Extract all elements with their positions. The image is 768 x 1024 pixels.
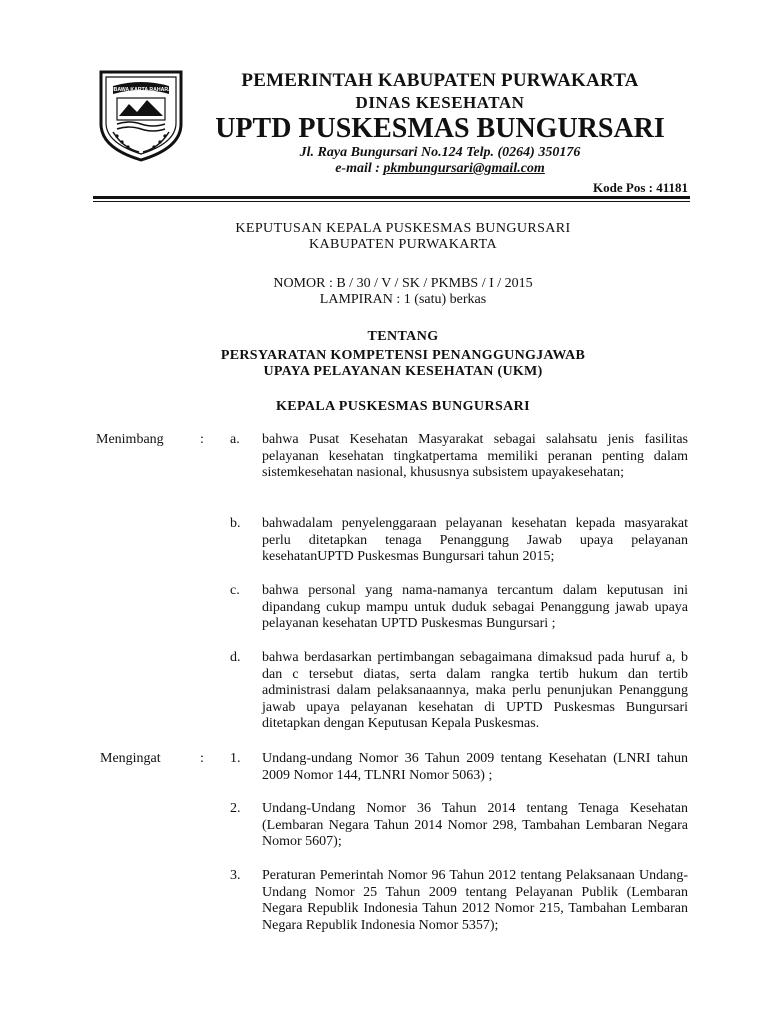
letterhead-divider-thick [93, 196, 690, 199]
list-item-text: Undang-undang Nomor 36 Tahun 2009 tentang Kesehatan (LNRI tahun 2009 Nomor 144, TLNRI Nomor 5063) ; [262, 751, 688, 783]
list-item-text: bahwa personal yang nama-namanya tercantum dalam keputusan ini dipandang cukup mampu untuk duduk sebagai Penanggung jawab upaya pelayanan kesehatan UPTD Puskesmas Bungursari ; [262, 583, 688, 632]
list-item-mark: b. [230, 516, 241, 531]
decree-subject-line1: PERSYARATAN KOMPETENSI PENANGGUNGJAWAB [220, 348, 586, 363]
list-item-mark: 3. [230, 868, 241, 883]
email-link[interactable]: pkmbungursari@gmail.com [383, 161, 545, 176]
email-prefix: e-mail : [335, 161, 384, 176]
decree-number: NOMOR : B / 30 / V / SK / PKMBS / I / 2015 [273, 276, 533, 291]
decree-subtitle: KABUPATEN PURWAKARTA [309, 237, 497, 252]
list-item-mark: a. [230, 432, 240, 447]
regency-logo [93, 66, 189, 162]
list-item-text: bahwa Pusat Kesehatan Masyarakat sebagai salahsatu jenis fasilitas pelayanan kesehatan tingkatpertama memiliki peranan penting dalam sistemkesehatan nasional, khususnya subsistem upayakesehatan; [262, 432, 688, 481]
svg-text:WIBAWA KARTA RAHARJA: WIBAWA KARTA RAHARJA [107, 87, 175, 93]
postal-code: Kode Pos : 41181 [593, 180, 688, 195]
list-item-mark: 2. [230, 801, 241, 816]
letterhead-institution: UPTD PUSKESMAS BUNGURSARI [215, 113, 665, 144]
decree-title: KEPUTUSAN KEPALA PUSKESMAS BUNGURSARI [235, 221, 571, 236]
decree-issuer: KEPALA PUSKESMAS BUNGURSARI [275, 399, 531, 414]
letterhead-address: Jl. Raya Bungursari No.124 Telp. (0264) 350176 [299, 145, 581, 160]
section-label-menimbang: Menimbang [96, 432, 164, 447]
letterhead-divider-thin [93, 201, 690, 202]
list-item-mark: d. [230, 650, 241, 665]
decree-subject-line2: UPAYA PELAYANAN KESEHATAN (UKM) [263, 364, 543, 379]
list-item-text: bahwa berdasarkan pertimbangan sebagaimana dimaksud pada huruf a, b dan c tersebut diatas, serta dalam rangka tertib hukum dan tertib administrasi dalam pelaksanaannya, maka perlu penunjukan Penanggung jawab upaya pelayanan kesehatan di UPTD Puskesmas Bungursari ditetapkan dengan Keputusan Kepala Puskesmas. [262, 650, 688, 732]
decree-about-heading: TENTANG [367, 329, 439, 344]
letterhead-government: PEMERINTAH KABUPATEN PURWAKARTA [241, 70, 639, 91]
decree-attachment: LAMPIRAN : 1 (satu) berkas [319, 292, 487, 307]
list-item-text: Undang-Undang Nomor 36 Tahun 2014 tentang Tenaga Kesehatan (Lembaran Negara Tahun 2014 Nomor 298, Tambahan Lembaran Negara Nomor 5607); [262, 801, 688, 850]
letterhead-department: DINAS KESEHATAN [355, 93, 525, 112]
list-item-text: bahwadalam penyelenggaraan pelayanan kesehatan kepada masyarakat perlu ditetapkan tenaga Penanggung Jawab upaya pelayanan kesehatanUPTD Puskesmas Bungursari tahun 2015; [262, 516, 688, 565]
section-colon: : [200, 751, 204, 766]
list-item-text: Peraturan Pemerintah Nomor 96 Tahun 2012 tentang Pelaksanaan Undang-Undang Nomor 25 Tahun 2009 tentang Pelayanan Publik (Lembaran Negara Republik Indonesia Tahun 2012 Nomor 215, Tambahan Lembaran Negara Republik Indonesia Nomor 5357); [262, 868, 688, 933]
section-label-mengingat: Mengingat [100, 751, 161, 766]
section-colon: : [200, 432, 204, 447]
list-item-mark: c. [230, 583, 240, 598]
letterhead-email-line [190, 161, 690, 177]
list-item-mark: 1. [230, 751, 241, 766]
